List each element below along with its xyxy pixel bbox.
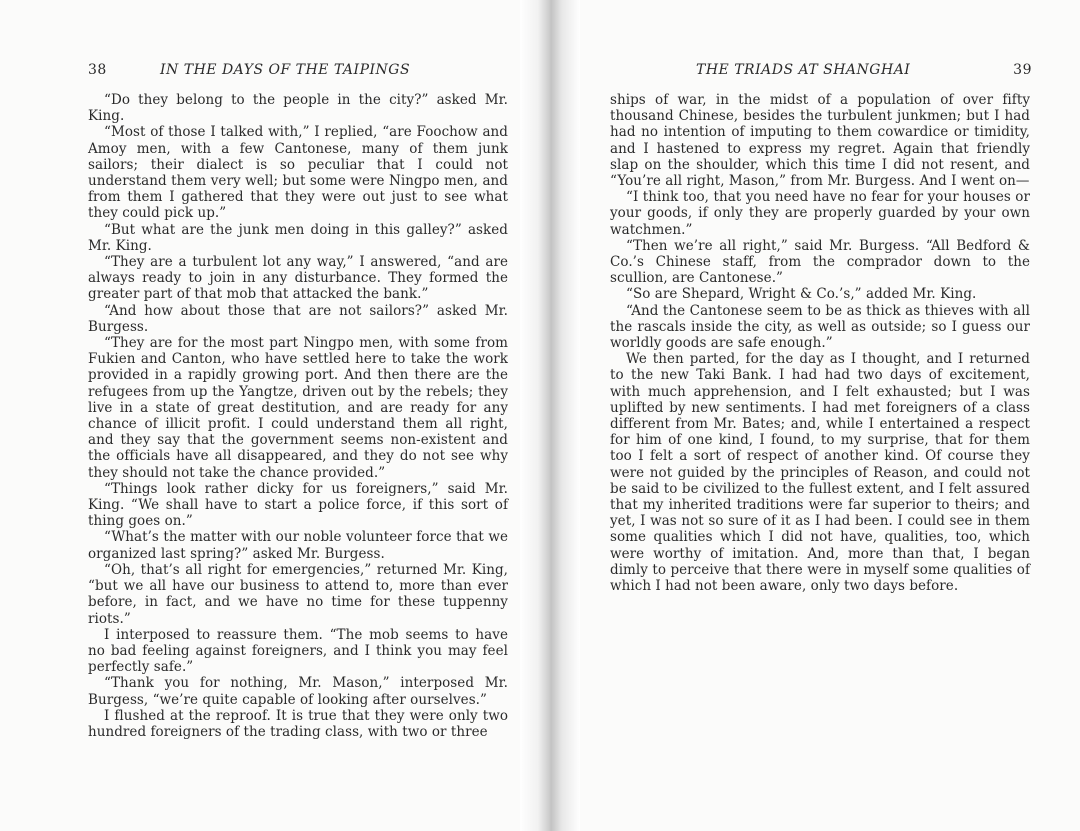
left-running-title: IN THE DAYS OF THE TAIPINGS <box>160 62 411 78</box>
paragraph: “And the Cantonese seem to be as thick as thieves with all the rascals inside the city, as well as outside; so I guess our worldly goods are safe enough.” <box>610 302 1030 352</box>
paragraph: “Thank you for nothing, Mr. Mason,” interposed Mr. Burgess, “we’re quite capable of looking after ourselves.” <box>88 675 508 708</box>
paragraph: ships of war, in the midst of a population of over fifty thousand Chinese, besides the turbulent junkmen; but I had had no intention of imputing to them cowardice or timidity, and I hastened to express my regret. Again that friendly slap on the shoulder, which this time I did not resent, and “You’re all right, Mason,” from Mr. Burgess. And I went on— <box>610 92 1030 190</box>
right-page-number: 39 <box>1013 62 1032 78</box>
paragraph: “They are for the most part Ningpo men, with some from Fukien and Canton, who have settled here to take the work provided in a rapidly growing port. And then there are the refugees from up the Yangtze, driven out by the rebels; they live in a state of great destitution, and are ready for any chance of illicit profit. I could understand them all right, and they say that the government seems non-existent and the officials have all disappeared, and they do not see why they should not take the chance provided.” <box>88 335 508 481</box>
right-page-text <box>610 92 1030 594</box>
paragraph: “What’s the matter with our noble volunteer force that we organized last spring?” asked Mr. Burgess. <box>88 529 508 562</box>
left-running-head <box>88 62 508 84</box>
paragraph: “Do they belong to the people in the city?” asked Mr. King. <box>88 92 508 125</box>
paragraph: I flushed at the reproof. It is true that they were only two hundred foreigners of the trading class, with two or three <box>88 707 508 740</box>
paragraph: “They are a turbulent lot any way,” I answered, “and are always ready to join in any disturbance. They formed the greater part of that mob that attacked the bank.” <box>88 254 508 303</box>
right-page <box>610 62 1030 594</box>
paragraph: I interposed to reassure them. “The mob seems to have no bad feeling against foreigners, and I think you may feel perfectly safe.” <box>88 626 508 676</box>
book-gutter <box>520 0 580 831</box>
left-page-text <box>88 92 508 740</box>
paragraph: “I think too, that you need have no fear for your houses or your goods, if only they are properly guarded by your own watchmen.” <box>610 189 1030 238</box>
paragraph: “And how about those that are not sailors?” asked Mr. Burgess. <box>88 302 508 335</box>
paragraph: We then parted, for the day as I thought, and I returned to the new Taki Bank. I had had two days of excitement, with much apprehension, and I felt exhausted; but I was uplifted by new sentiments. I had met foreigners of a class different from Mr. Bates; and, while I entertained a respect for him of one kind, I found, to my surprise, that for them too I felt a sort of respect of another kind. Of course they were not guided by the principles of Reason, and could not be said to be civilized to the fullest extent, and I felt assured that my inherited traditions were far superior to theirs; and yet, I was not so sure of it as I had been. I could see in them some qualities which I did not have, qualities, too, which were worthy of imitation. And, more than that, I began dimly to perceive that there were in myself some qualities of which I had not been aware, only two days before. <box>610 351 1030 595</box>
paragraph: “Then we’re all right,” said Mr. Burgess. “All Bedford & Co.’s Chinese staff, from the comprador down to the scullion, are Cantonese.” <box>610 237 1030 287</box>
paragraph: “Things look rather dicky for us foreigners,” said Mr. King. “We shall have to start a police force, if this sort of thing goes on.” <box>88 480 508 530</box>
right-running-head <box>610 62 1030 84</box>
right-running-title: THE TRIADS AT SHANGHAI <box>696 62 911 78</box>
paragraph: “Oh, that’s all right for emergencies,” returned Mr. King, “but we all have our business to attend to, more than ever before, in fact, and we have no time for these tuppenny riots.” <box>88 561 508 627</box>
left-page-number: 38 <box>88 62 107 78</box>
paragraph: “So are Shepard, Wright & Co.’s,” added Mr. King. <box>626 286 977 303</box>
left-page <box>88 62 508 740</box>
paragraph: “Most of those I talked with,” I replied, “are Foochow and Amoy men, with a few Cantonese, many of them junk sailors; their dialect is so peculiar that I could not understand them very well; but some were Ningpo men, and from them I gathered that they were out just to see what they could pick up.” <box>88 124 508 222</box>
paragraph: “But what are the junk men doing in this galley?” asked Mr. King. <box>88 221 508 254</box>
